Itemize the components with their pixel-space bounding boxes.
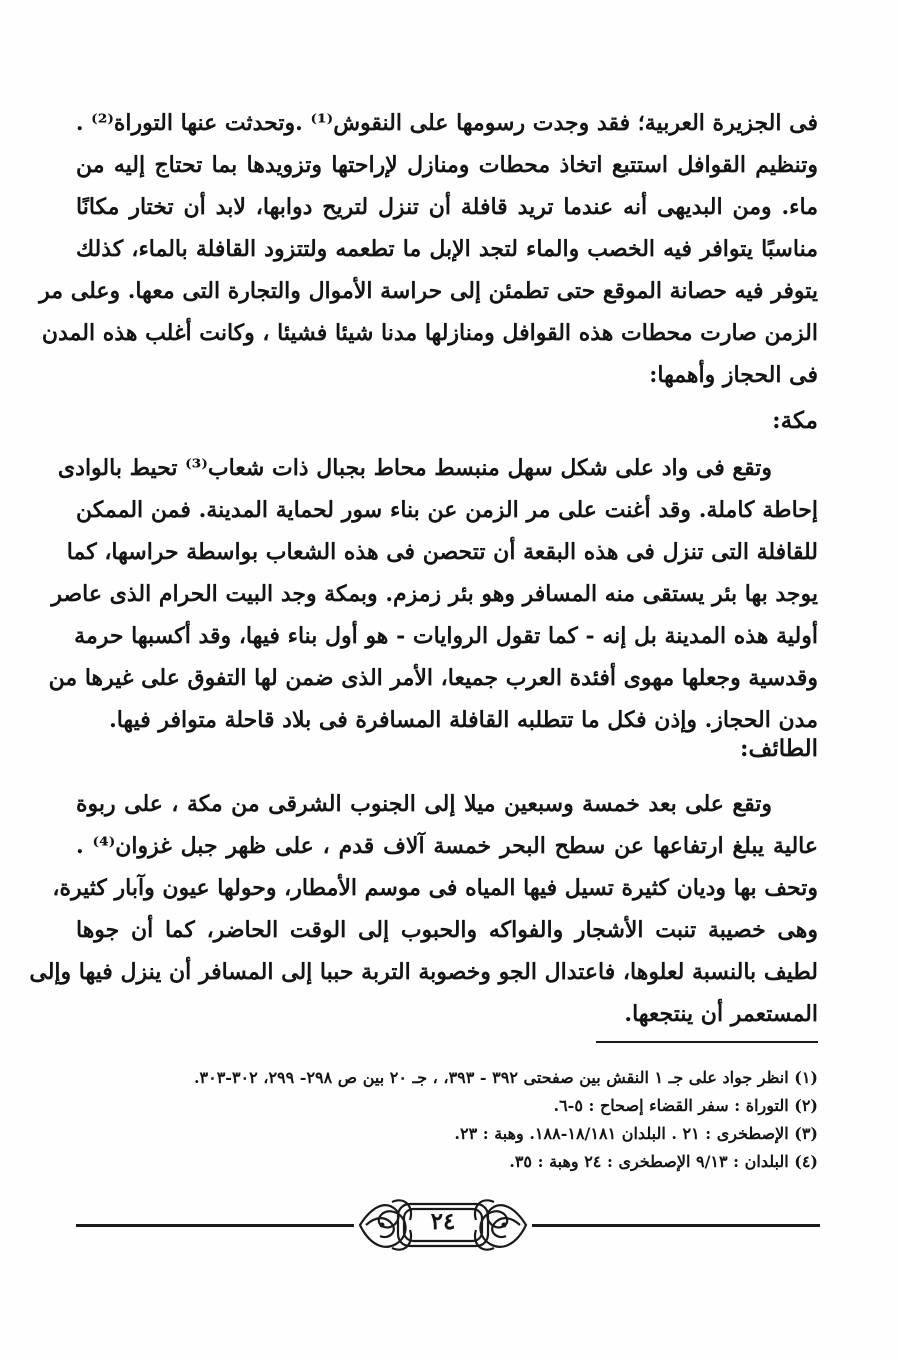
text-line: لطيف بالنسبة لعلوها، فاعتدال الجو وخصوبة التربة حببا إلى المسافر أن ينزل فيها وإلى (29, 959, 818, 985)
text-line: وتنظيم القوافل استتبع اتخاذ محطات ومنازل لإراحتها وتزويدها بما تحتاج إليه من (76, 152, 818, 178)
footnotes (100, 1064, 818, 1176)
makkah-paragraph (48, 447, 818, 741)
text-line: يوجد بها بئر يستقى منه المسافر وهو بئر زمزم. وبمكة وجد البيت الحرام الذى عاصر (51, 581, 818, 607)
page-number: ٢٤ (430, 1208, 456, 1235)
intro-paragraph (39, 102, 818, 396)
section-heading-taif: الطائف: (740, 735, 818, 762)
footnote-item: (٤) البلدان : ٩/١٣ الإصطخرى : ٢٤ وهبة : ٣٥. (509, 1152, 818, 1171)
footnote-item: (١) انظر جواد على جـ ١ النقش بين صفحتى ٣٩٢ - ٣٩٣، ، جـ ٢٠ بين ص ٢٩٨- ٢٩٩، ٣٠٢-٣٠٣. (193, 1068, 818, 1087)
text-line: وتقع فى واد على شكل سهل منبسط محاط بجبال ذات شعاب⁽³⁾ تحيط بالوادى (57, 455, 772, 481)
text-line: عالية يبلغ ارتفاعها عن سطح البحر خمسة آلاف قدم ، على ظهر جبل غزوان⁽⁴⁾ . (76, 833, 818, 859)
text-line: ماء. ومن البديهى أنه عندما تريد قافلة أن تنزل لتريح دوابها، لابد أن تختار مكانًا (76, 194, 818, 220)
text-line: وتحف بها وديان كثيرة تسيل فيها المياه فى موسم الأمطار، وحولها عيون وآبار كثيرة، (52, 875, 818, 901)
text-line: يتوفر فيه حصانة الموقع حتى تطمئن إلى حراسة الأموال والتجارة التى معها. وعلى مر (39, 278, 818, 304)
text-line: مدن الحجاز. وإذن فكل ما تتطلبه القافلة المسافرة فى بلاد قاحلة متوافر فيها. (109, 707, 818, 733)
section-heading-makkah: مكة: (772, 407, 818, 434)
text-line: للقافلة التى تنزل فى هذه البقعة أن تتحصن فى هذه الشعاب بواسطة حراسها، كما (66, 539, 818, 565)
text-line: إحاطة كاملة. وقد أغنت على مر الزمن عن بناء سور لحماية المدينة. فمن الممكن (76, 497, 818, 523)
text-line: أولية هذه المدينة بل إنه - كما تقول الروايات - هو أول بناء فيها، وقد أكسبها حرمة (74, 623, 818, 649)
text-line: فى الحجاز وأهمها: (649, 362, 818, 388)
taif-paragraph (29, 783, 818, 1035)
text-line: وقدسية وجعلها مهوى أفئدة العرب جميعا، الأمر الذى ضمن لها التفوق على غيرها من (48, 665, 818, 691)
text-line: فى الجزيرة العربية؛ فقد وجدت رسومها على النقوش⁽¹⁾ .وتحدثت عنها التوراة⁽²⁾ . (75, 110, 818, 136)
bottom-rule-right (532, 1224, 820, 1227)
footnote-divider (596, 1041, 818, 1043)
text-line: وهى خصيبة تنبت الأشجار والفواكه والحبوب إلى الوقت الحاضر، كما أن جوها (76, 917, 818, 943)
text-line: مناسبًا يتوافر فيه الخصب والماء لتجد الإبل ما تطعمه ولتتزود القافلة بالماء، كذلك (76, 236, 818, 262)
text-line: وتقع على بعد خمسة وسبعين ميلا إلى الجنوب الشرقى من مكة ، على ربوة (76, 791, 772, 817)
text-line: الزمن صارت محطات هذه القوافل ومنازلها مدنا شيئا فشيئا ، وكانت أغلب هذه المدن (41, 320, 818, 346)
bottom-rule-left (76, 1224, 354, 1227)
footnote-item: (٣) الإصطخرى : ٢١ . البلدان ١٨/١٨١-١٨٨. وهبة : ٢٣. (454, 1124, 818, 1143)
text-line: المستعمر أن ينتجعها. (624, 1001, 818, 1027)
footnote-item: (٢) التوراة : سفر القضاء إصحاح : ٥-٦. (553, 1096, 818, 1115)
